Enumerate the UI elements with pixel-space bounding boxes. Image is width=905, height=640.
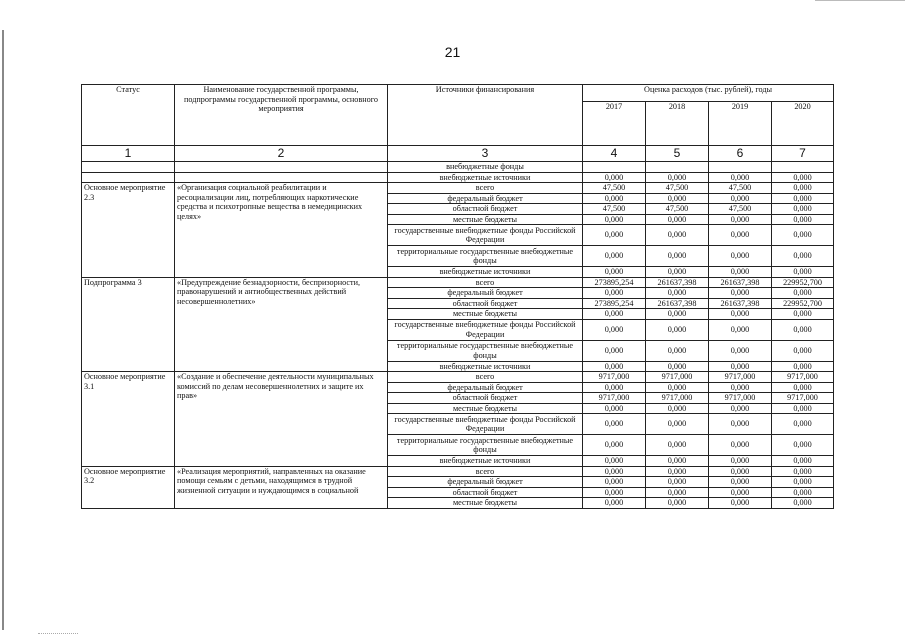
column-number: 5 xyxy=(646,146,709,162)
funding-source: внебюджетные фонды xyxy=(388,162,583,173)
funding-source: областной бюджет xyxy=(388,298,583,309)
funding-source: местные бюджеты xyxy=(388,309,583,320)
header-year: 2019 xyxy=(709,102,772,146)
expense-value: 9717,000 xyxy=(583,393,646,404)
expense-value: 0,000 xyxy=(646,193,709,204)
expense-value: 229952,700 xyxy=(772,298,834,309)
expense-value: 0,000 xyxy=(646,435,709,456)
expense-value: 0,000 xyxy=(709,382,772,393)
funding-source: всего xyxy=(388,466,583,477)
expense-value: 0,000 xyxy=(583,477,646,488)
expense-value: 0,000 xyxy=(646,214,709,225)
expense-value xyxy=(709,162,772,173)
funding-source: федеральный бюджет xyxy=(388,382,583,393)
expense-value: 0,000 xyxy=(772,403,834,414)
funding-source: всего xyxy=(388,372,583,383)
status-cell: Подпрограмма 3 xyxy=(82,277,175,372)
funding-source: государственные внебюджетные фонды Российской Федерации xyxy=(388,319,583,340)
funding-source: внебюджетные источники xyxy=(388,172,583,183)
expense-value: 9717,000 xyxy=(772,372,834,383)
expense-value: 0,000 xyxy=(583,319,646,340)
funding-source: внебюджетные источники xyxy=(388,267,583,278)
expense-value: 0,000 xyxy=(583,466,646,477)
column-number: 7 xyxy=(772,146,834,162)
expense-value: 0,000 xyxy=(646,382,709,393)
expense-value: 0,000 xyxy=(772,288,834,299)
expense-value: 0,000 xyxy=(583,498,646,509)
budget-table xyxy=(81,84,834,509)
expense-value: 9717,000 xyxy=(709,393,772,404)
expense-value: 0,000 xyxy=(772,246,834,267)
funding-source: территориальные государственные внебюджетные фонды xyxy=(388,246,583,267)
expense-value: 0,000 xyxy=(583,214,646,225)
expense-value: 47,500 xyxy=(709,183,772,194)
expense-value: 0,000 xyxy=(772,466,834,477)
funding-source: областной бюджет xyxy=(388,487,583,498)
expense-value: 0,000 xyxy=(709,403,772,414)
expense-value: 0,000 xyxy=(709,414,772,435)
header-status: Статус xyxy=(82,85,175,146)
expense-value: 0,000 xyxy=(583,487,646,498)
expense-value: 0,000 xyxy=(583,246,646,267)
funding-source: территориальные государственные внебюджетные фонды xyxy=(388,435,583,456)
status-cell: Основное мероприятие 3.1 xyxy=(82,372,175,467)
title-cell-empty xyxy=(175,172,388,183)
table-row xyxy=(82,277,834,288)
header-name: Наименование государственной программы, подпрограммы государственной программы, основного мероприятия xyxy=(175,85,388,146)
program-title: «Предупреждение безнадзорности, беспризорности, правонарушений и антиобщественных действий несовершеннолетних» xyxy=(175,277,388,372)
expense-value: 0,000 xyxy=(709,267,772,278)
expense-value: 0,000 xyxy=(583,361,646,372)
expense-value: 261637,398 xyxy=(646,298,709,309)
expense-value: 0,000 xyxy=(646,288,709,299)
header-estimate: Оценка расходов (тыс. рублей), годы xyxy=(583,85,834,102)
expense-value: 47,500 xyxy=(646,204,709,215)
expense-value: 0,000 xyxy=(709,456,772,467)
status-cell-empty xyxy=(82,172,175,183)
expense-value: 0,000 xyxy=(772,309,834,320)
expense-value: 0,000 xyxy=(583,309,646,320)
expense-value: 9717,000 xyxy=(772,393,834,404)
expense-value: 9717,000 xyxy=(646,393,709,404)
expense-value: 0,000 xyxy=(646,414,709,435)
expense-value: 0,000 xyxy=(772,183,834,194)
expense-value: 0,000 xyxy=(772,498,834,509)
funding-source: государственные внебюджетные фонды Российской Федерации xyxy=(388,225,583,246)
column-number: 3 xyxy=(388,146,583,162)
title-cell-empty xyxy=(175,162,388,173)
expense-value: 0,000 xyxy=(772,319,834,340)
expense-value: 0,000 xyxy=(709,477,772,488)
page-number: 21 xyxy=(444,44,461,60)
header-year: 2017 xyxy=(583,102,646,146)
expense-value: 0,000 xyxy=(646,225,709,246)
expense-value: 0,000 xyxy=(583,403,646,414)
expense-value: 0,000 xyxy=(646,246,709,267)
expense-value xyxy=(772,162,834,173)
expense-value: 47,500 xyxy=(583,183,646,194)
expense-value: 0,000 xyxy=(772,414,834,435)
expense-value: 0,000 xyxy=(646,403,709,414)
expense-value: 0,000 xyxy=(583,456,646,467)
table-row xyxy=(82,162,834,173)
expense-value: 0,000 xyxy=(772,477,834,488)
expense-value xyxy=(583,162,646,173)
expense-value: 0,000 xyxy=(646,340,709,361)
table-row xyxy=(82,372,834,383)
expense-value: 0,000 xyxy=(772,340,834,361)
expense-value: 0,000 xyxy=(583,267,646,278)
expense-value: 0,000 xyxy=(583,414,646,435)
expense-value: 0,000 xyxy=(772,382,834,393)
expense-value: 0,000 xyxy=(772,214,834,225)
expense-value: 0,000 xyxy=(646,267,709,278)
expense-value: 0,000 xyxy=(583,435,646,456)
expense-value: 0,000 xyxy=(772,204,834,215)
expense-value: 9717,000 xyxy=(646,372,709,383)
expense-value: 9717,000 xyxy=(583,372,646,383)
expense-value: 0,000 xyxy=(583,193,646,204)
expense-value: 0,000 xyxy=(709,340,772,361)
funding-source: областной бюджет xyxy=(388,204,583,215)
expense-value: 0,000 xyxy=(709,498,772,509)
expense-value: 0,000 xyxy=(709,435,772,456)
program-title: «Реализация мероприятий, направленных на оказание помощи семьям с детьми, находящимся в трудной жизненной ситуации и нуждающимся в социальной xyxy=(175,466,388,508)
expense-value: 0,000 xyxy=(646,309,709,320)
expense-value: 0,000 xyxy=(646,477,709,488)
expense-value: 0,000 xyxy=(709,288,772,299)
expense-value: 0,000 xyxy=(646,172,709,183)
table-row xyxy=(82,172,834,183)
header-year: 2020 xyxy=(772,102,834,146)
funding-source: федеральный бюджет xyxy=(388,477,583,488)
expense-value: 0,000 xyxy=(709,246,772,267)
expense-value: 0,000 xyxy=(772,361,834,372)
funding-source: местные бюджеты xyxy=(388,403,583,414)
program-title: «Организация социальной реабилитации и ресоциализации лиц, потребляющих наркотические средства и психотропные вещества в немедицинских целях» xyxy=(175,183,388,278)
expense-value: 0,000 xyxy=(772,172,834,183)
scan-left-edge xyxy=(2,30,4,630)
expense-value: 47,500 xyxy=(646,183,709,194)
expense-value: 0,000 xyxy=(772,267,834,278)
expense-value: 0,000 xyxy=(709,309,772,320)
expense-value: 0,000 xyxy=(709,319,772,340)
expense-value: 273895,254 xyxy=(583,277,646,288)
header-year: 2018 xyxy=(646,102,709,146)
funding-source: внебюджетные источники xyxy=(388,361,583,372)
funding-source: местные бюджеты xyxy=(388,214,583,225)
column-number: 4 xyxy=(583,146,646,162)
funding-source: территориальные государственные внебюджетные фонды xyxy=(388,340,583,361)
expense-value: 261637,398 xyxy=(709,277,772,288)
expense-value: 0,000 xyxy=(709,487,772,498)
expense-value: 0,000 xyxy=(646,466,709,477)
table-row xyxy=(82,183,834,194)
top-edge-line xyxy=(815,0,905,1)
expense-value: 47,500 xyxy=(709,204,772,215)
funding-source: местные бюджеты xyxy=(388,498,583,509)
expense-value: 0,000 xyxy=(583,225,646,246)
funding-source: федеральный бюджет xyxy=(388,288,583,299)
funding-source: государственные внебюджетные фонды Российской Федерации xyxy=(388,414,583,435)
expense-value xyxy=(646,162,709,173)
expense-value: 0,000 xyxy=(772,225,834,246)
expense-value: 0,000 xyxy=(772,435,834,456)
expense-value: 0,000 xyxy=(772,193,834,204)
status-cell: Основное мероприятие 2.3 xyxy=(82,183,175,278)
expense-value: 273895,254 xyxy=(583,298,646,309)
expense-value: 0,000 xyxy=(709,214,772,225)
funding-source: всего xyxy=(388,183,583,194)
expense-value: 0,000 xyxy=(646,498,709,509)
table-body xyxy=(82,162,834,509)
program-title: «Создание и обеспечение деятельности муниципальных комиссий по делам несовершеннолетних и защите их прав» xyxy=(175,372,388,467)
expense-value: 0,000 xyxy=(772,487,834,498)
status-cell-empty xyxy=(82,162,175,173)
table-row xyxy=(82,466,834,477)
expense-value: 0,000 xyxy=(709,193,772,204)
funding-source: всего xyxy=(388,277,583,288)
header-sources: Источники финансирования xyxy=(388,85,583,146)
expense-value: 47,500 xyxy=(583,204,646,215)
expense-value: 261637,398 xyxy=(646,277,709,288)
scan-artifact xyxy=(38,633,78,636)
column-number: 2 xyxy=(175,146,388,162)
expense-value: 229952,700 xyxy=(772,277,834,288)
expense-value: 0,000 xyxy=(646,319,709,340)
expense-value: 0,000 xyxy=(583,172,646,183)
status-cell: Основное мероприятие 3.2 xyxy=(82,466,175,508)
expense-value: 0,000 xyxy=(646,456,709,467)
expense-value: 261637,398 xyxy=(709,298,772,309)
column-number: 6 xyxy=(709,146,772,162)
expense-value: 0,000 xyxy=(709,172,772,183)
expense-value: 0,000 xyxy=(709,466,772,477)
expense-value: 0,000 xyxy=(583,340,646,361)
expense-value: 0,000 xyxy=(583,288,646,299)
expense-value: 0,000 xyxy=(646,361,709,372)
expense-value: 0,000 xyxy=(709,225,772,246)
expense-value: 0,000 xyxy=(646,487,709,498)
funding-source: областной бюджет xyxy=(388,393,583,404)
funding-source: федеральный бюджет xyxy=(388,193,583,204)
column-number: 1 xyxy=(82,146,175,162)
expense-value: 0,000 xyxy=(772,456,834,467)
expense-value: 9717,000 xyxy=(709,372,772,383)
expense-value: 0,000 xyxy=(709,361,772,372)
expense-value: 0,000 xyxy=(583,382,646,393)
funding-source: внебюджетные источники xyxy=(388,456,583,467)
